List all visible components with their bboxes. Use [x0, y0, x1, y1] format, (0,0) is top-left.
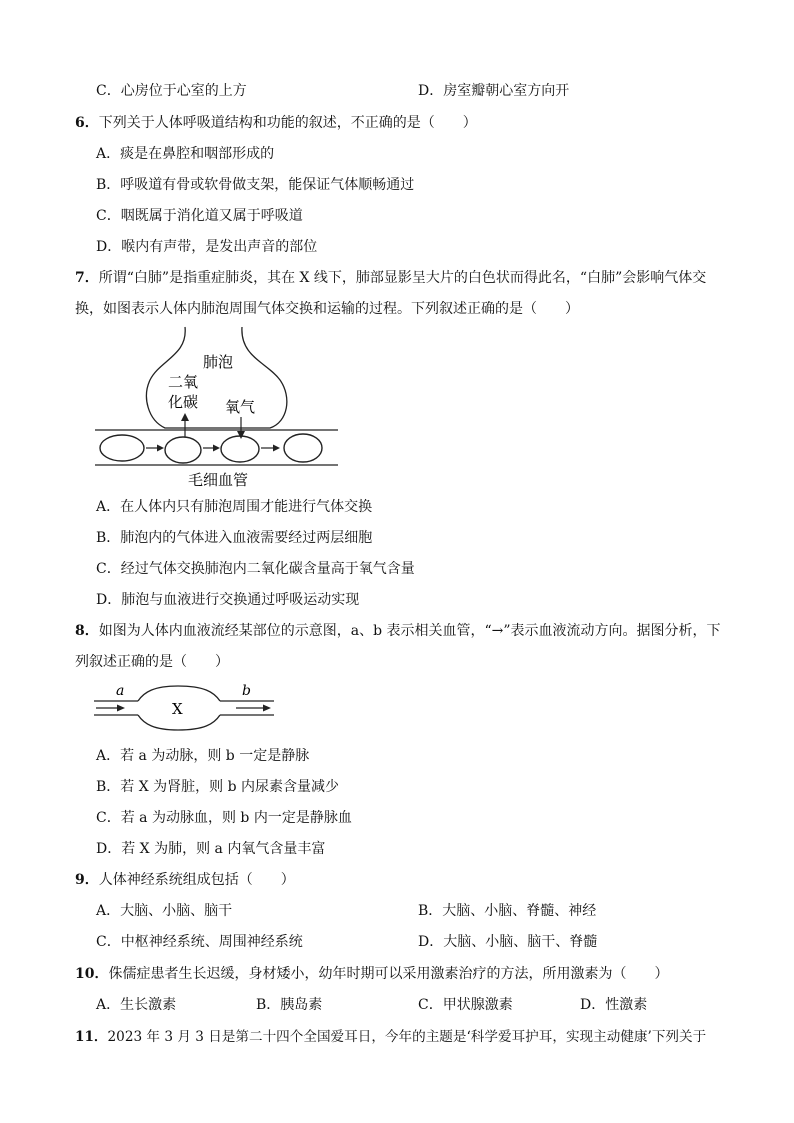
- red-blood-cell: [284, 434, 322, 462]
- q6-option-b: B．呼吸道有骨或软骨做支架，能保证气体顺畅通过: [96, 177, 415, 193]
- flow-arrowhead: [273, 445, 280, 452]
- question-number: 10．: [75, 966, 109, 982]
- q6-option-a: A．痰是在鼻腔和咽部形成的: [96, 146, 275, 162]
- option-c-prev: C．心房位于心室的上方: [96, 83, 247, 99]
- question-8: [75, 621, 721, 641]
- vessel-b-label: b: [242, 683, 251, 699]
- question-stem: 侏儒症患者生长迟缓，身材矮小，幼年时期可以采用激素治疗的方法，所用激素为（ ）: [108, 966, 669, 982]
- alveolus-label: 肺泡: [203, 353, 234, 371]
- q8-option-c: C．若 a 为动脉血，则 b 内一定是静脉血: [96, 810, 352, 826]
- question-10: [75, 964, 668, 984]
- q9-option-c: C．中枢神经系统、周围神经系统: [96, 934, 303, 950]
- question-8-stem-line2: 列叙述正确的是（ ）: [75, 654, 229, 670]
- co2-label-line2: 化碳: [168, 393, 199, 411]
- q7-option-c: C．经过气体交换肺泡内二氧化碳含量高于氧气含量: [96, 561, 415, 577]
- question-11: [75, 1027, 706, 1047]
- question-7-stem-line2: 换，如图表示人体内肺泡周围气体交换和运输的过程。下列叙述正确的是（ ）: [75, 301, 579, 317]
- q9-option-a: A．大脑、小脑、脑干: [96, 903, 233, 919]
- q9-option-d: D．大脑、小脑、脑干、脊髓: [418, 934, 598, 950]
- q7-option-b: B．肺泡内的气体进入血液需要经过两层细胞: [96, 530, 373, 546]
- question-stem: 人体神经系统组成包括（ ）: [98, 872, 295, 888]
- question-7: [75, 268, 706, 288]
- q10-option-b: B．胰岛素: [256, 997, 323, 1013]
- option-d-prev: D．房室瓣朝心室方向开: [418, 83, 570, 99]
- red-blood-cell: [165, 437, 201, 463]
- question-number: 7．: [75, 270, 99, 286]
- vessel-a-label: a: [116, 683, 125, 699]
- question-stem-line1: 所谓“白肺”是指重症肺炎，其在 X 线下，肺部显影呈大片的白色状而得此名，“白肺”会影响气体交: [98, 270, 707, 286]
- q7-option-a: A．在人体内只有肺泡周围才能进行气体交换: [96, 499, 373, 515]
- q10-option-d: D．性激素: [580, 997, 648, 1013]
- question-stem: 2023 年 3 月 3 日是第二十四个全国爱耳日，今年的主题是‘科学爱耳护耳，实现主动健康’下列关于: [107, 1029, 707, 1045]
- q6-option-c: C．咽既属于消化道又属于呼吸道: [96, 208, 303, 224]
- question-number: 8．: [75, 623, 99, 639]
- o2-arrowhead: [237, 431, 245, 439]
- vessel-a-arrowhead: [117, 705, 125, 712]
- red-blood-cell: [221, 436, 259, 462]
- q7-option-d: D．肺泡与血液进行交换通过呼吸运动实现: [96, 592, 360, 608]
- q8-option-a: A．若 a 为动脉，则 b 一定是静脉: [96, 748, 310, 764]
- o2-label: 氧气: [225, 398, 256, 416]
- co2-label-line1: 二氧: [168, 373, 199, 391]
- organ-x-label: X: [172, 700, 183, 718]
- question-number: 6．: [75, 115, 99, 131]
- question-stem: 下列关于人体呼吸道结构和功能的叙述，不正确的是（ ）: [98, 115, 477, 131]
- alveolus-capillary-figure: [90, 325, 345, 490]
- capillary-label: 毛细血管: [188, 471, 249, 489]
- vessel-b-arrowhead: [263, 705, 271, 712]
- question-stem-line1: 如图为人体内血液流经某部位的示意图，a、b 表示相关血管，“→”表示血液流动方向。据图分析，下: [98, 623, 721, 639]
- q10-option-c: C．甲状腺激素: [418, 997, 513, 1013]
- flow-arrowhead: [157, 445, 164, 452]
- question-number: 9．: [75, 872, 99, 888]
- question-9: [75, 870, 295, 890]
- red-blood-cell: [100, 435, 144, 461]
- q8-option-b: B．若 X 为肾脏，则 b 内尿素含量减少: [96, 779, 340, 795]
- question-6: [75, 113, 477, 133]
- q9-option-b: B．大脑、小脑、脊髓、神经: [418, 903, 597, 919]
- blood-flow-figure: [90, 682, 280, 738]
- co2-arrowhead: [181, 413, 189, 421]
- q6-option-d: D．喉内有声带，是发出声音的部位: [96, 239, 318, 255]
- q10-option-a: A．生长激素: [96, 997, 177, 1013]
- question-number: 11．: [75, 1029, 108, 1045]
- flow-arrowhead: [213, 445, 220, 452]
- q8-option-d: D．若 X 为肺，则 a 内氧气含量丰富: [96, 841, 326, 857]
